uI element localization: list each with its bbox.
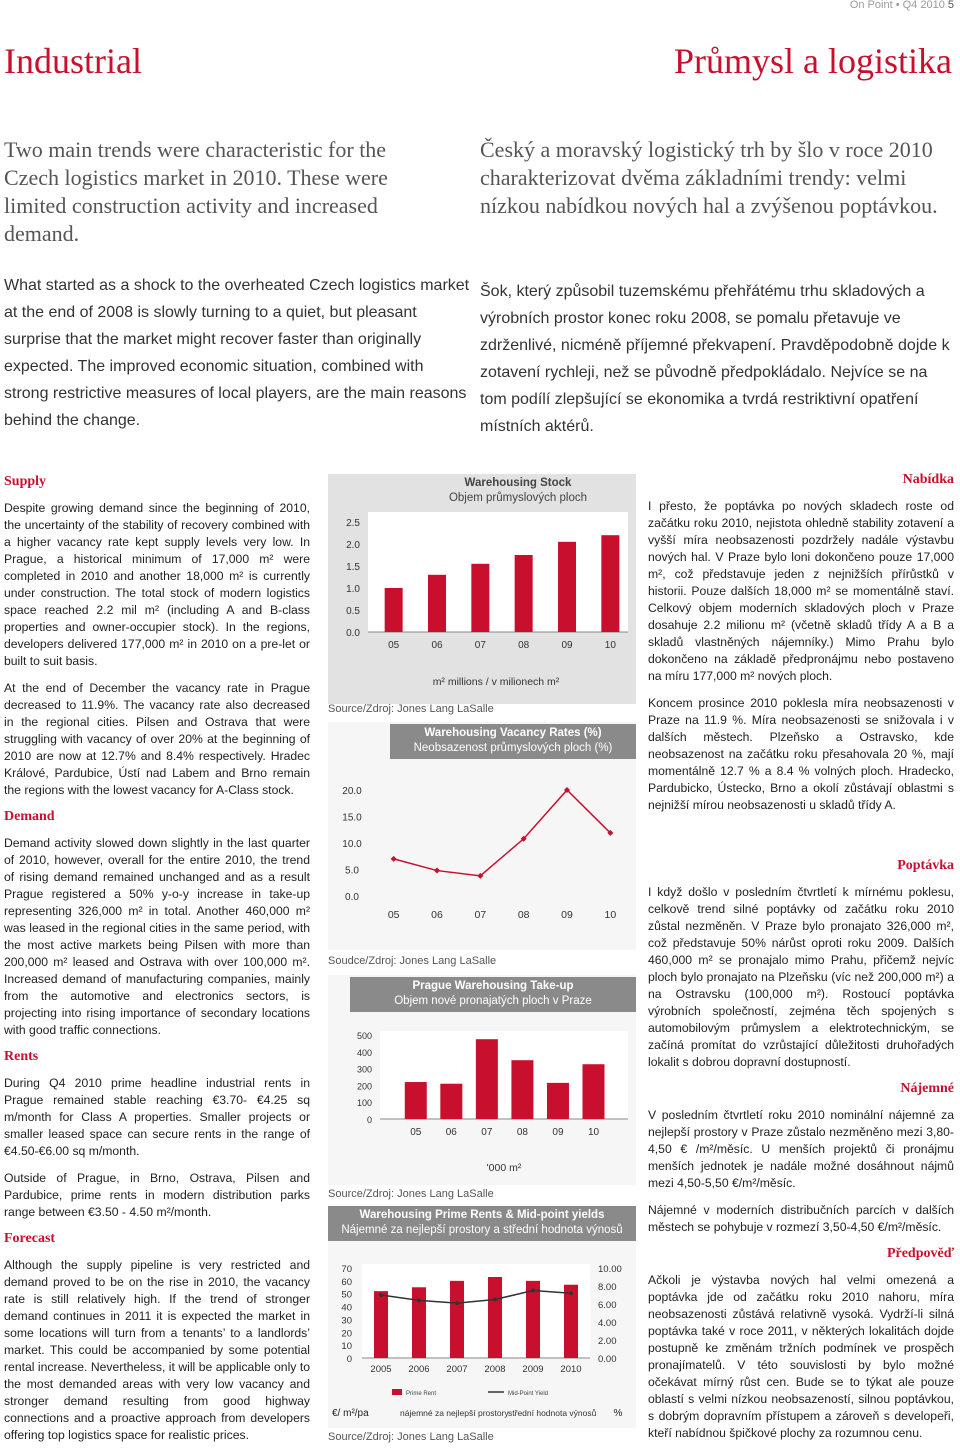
x-tick-label: 09 (561, 640, 573, 651)
rent-bar (374, 1291, 388, 1358)
bar (547, 1083, 569, 1119)
chart-rents-yields (328, 1206, 636, 1444)
intro-en: Two main trends were characteristic for the Czech logistics market in 2010. These were limited construction activity and increased demand. (4, 137, 388, 246)
legend-swatch-rent (392, 1389, 402, 1395)
y-left-tick-label: 40 (341, 1302, 352, 1314)
y-tick-label: 2.0 (346, 540, 360, 551)
y-left-tick-label: 60 (341, 1276, 352, 1288)
x-tick-label: 08 (518, 640, 530, 651)
x-tick-label: 09 (552, 1127, 564, 1138)
y-tick-label: 100 (356, 1098, 372, 1109)
y-left-tick-label: 70 (341, 1264, 352, 1275)
chart-svg (328, 975, 636, 1185)
yield-point (379, 1293, 383, 1297)
x-tick-label: 10 (587, 1127, 600, 1138)
issue-label: Q4 2010 (902, 0, 945, 11)
x-tick-label: 07 (481, 1127, 493, 1138)
rent-bar (412, 1287, 426, 1358)
chart-svg (328, 474, 636, 704)
bar (601, 535, 619, 632)
legend-label-yield: Mid-Point Yield (508, 1391, 549, 1397)
yield-point (569, 1291, 573, 1295)
chart-title: Warehousing Stock (464, 477, 572, 489)
x-tick-label: 2009 (522, 1364, 544, 1375)
chart-vacancy-rates (328, 722, 636, 972)
chart-title: Warehousing Prime Rents & Mid-point yields (359, 1209, 605, 1221)
demand-paragraph: Demand activity slowed down slightly in the last quarter of 2010, however, overall for the entire 2010, the trend of rising demand remained unchanged and as a result Prague registered a 50% y-o-y increase in take-up representing 326,000 m² in total. Another 460,000 m² was leased in the regional cities in the same period, with the most active markets being Pilsen with more than 200,000 m² leased and Ostrava with over 100,000 m². Increased demand of manufacturing companies, mainly from the automotive and electronics sectors, is projecting into rising importance of secondary locations with good traffic connections. (4, 836, 310, 1037)
x-tick-label: 07 (474, 909, 487, 921)
x-tick-label: 05 (410, 1127, 422, 1138)
x-tick-label: 07 (474, 640, 486, 651)
chart-title: Prague Warehousing Take-up (412, 980, 574, 992)
x-tick-label: 09 (561, 909, 573, 921)
legend-cz-rent: nájemné za nejlepší prostory (400, 1408, 509, 1418)
poptavka-heading: Poptávka (897, 858, 954, 873)
najemne-regions-paragraph: Nájemné v moderních distribučních parcích v dalších městech se pohybuje v rozmezí 3,50-4,50 €/m²/měsíc. (648, 1203, 954, 1234)
legend-cz-yield: střední hodnota výnosů (508, 1408, 597, 1418)
chart-subtitle: Neobsazenost průmyslových ploch (%) (413, 742, 613, 754)
nabidka-paragraph: I přesto, že poptávka po nových skladech roste od začátku roku 2010, nejistota ohledně stability zotavení a vyšší míra neobsazenosti pozdržely nadále výstavbu nových hal. V Praze bylo loni dokončeno pouze 17,000 m², což představuje jeden z nejnižších přírůstků v historii. Pouze dalších 18,000 m² se momentálně staví. Celkový objem moderních skladových ploch v Praze dosahuje 2.2 milionu m² (včetně skladů třídy A a B a skladů vlastněných nájemníky.) Mimo Prahu bylo dokončeno na základě předpronájmu nebo postaveno na míru 177,000 m² nových ploch. (648, 499, 954, 683)
yield-point (493, 1298, 497, 1302)
x-tick-label: 2007 (446, 1364, 468, 1375)
plot-area (368, 512, 628, 632)
rents-heading: Rents (4, 1049, 39, 1064)
y-right-tick-label: 10.00 (598, 1264, 622, 1275)
bar (476, 1039, 498, 1119)
forecast-heading: Forecast (4, 1231, 56, 1246)
yield-point (531, 1289, 535, 1293)
bar (385, 588, 403, 632)
y-tick-label: 5.0 (345, 865, 359, 877)
rent-bar (450, 1281, 464, 1358)
supply-paragraph: Despite growing demand since the beginning of 2010, the uncertainty of the stability of recovery combined with a higher vacancy rate kept supply levels very low. In Prague, a historical minimum of 17,000 m² were completed in 2010 and another 18,000 m² is currently under construction. The total stock of modern logistics space reached 2.2 mil m² (including A and B-class properties and owner-occupier stock). In the regions, developers delivered 177,000 m² in 2010 on a pre-let or built to suit basis. (4, 501, 310, 668)
title-en: Industrial (4, 41, 142, 81)
y-tick-label: 0.5 (346, 606, 360, 617)
supply-heading: Supply (4, 474, 47, 489)
y-left-tick-label: 10 (341, 1341, 352, 1353)
x-tick-label: 08 (517, 909, 530, 921)
y-tick-label: 0.0 (346, 628, 360, 639)
y-tick-label: 10.0 (342, 839, 362, 850)
y-right-tick-label: 6.00 (598, 1300, 617, 1311)
y-right-tick-label: 0.00 (598, 1354, 617, 1365)
y-left-tick-label: 30 (341, 1315, 352, 1327)
y-right-tick-label: 2.00 (598, 1336, 617, 1347)
x-tick-label: 05 (387, 909, 400, 921)
chart-subtitle: Nájemné za nejlepší prostory a střední hodnota výnosů (341, 1224, 623, 1236)
x-tick-label: 10 (604, 640, 616, 651)
right-column (648, 472, 954, 1452)
vacancy-paragraph: At the end of December the vacancy rate in Prague decreased to 11.9%. The vacancy rate also decreased in the regional cities. Pilsen and Ostrava that were struggling with vacancy of over 20% at the beginning of 2010 are now at 12.7% and 8.4% respectively. Hradec Králové, Pardubice, Ústí nad Labem and Brno remain the regions with the lowest vacancy for A-Class stock. (4, 681, 310, 797)
chart-title: Warehousing Vacancy Rates (%) (424, 727, 602, 739)
predpoved-heading: Předpověď (886, 1246, 954, 1261)
y-tick-label: 0 (366, 1115, 372, 1125)
y-tick-label: 1.5 (346, 562, 360, 573)
y-tick-label: 15.0 (342, 812, 362, 824)
chart-source: Source/Zdroj: Jones Lang LaSalle (328, 1431, 494, 1443)
x-tick-label: 2008 (484, 1364, 506, 1375)
rent-bar (488, 1277, 502, 1358)
chart-svg (328, 722, 636, 950)
rents-regions-paragraph: Outside of Prague, in Brno, Ostrava, Pilsen and Pardubice, prime rents in modern distribution parks range between €3.50 - 4.50 m²/month. (4, 1171, 310, 1219)
rent-bar (564, 1285, 578, 1358)
bar (405, 1082, 427, 1119)
bar (558, 542, 576, 632)
legend-label-rent: Prime Rent (406, 1391, 437, 1397)
intro-cz: Český a moravský logistický trh by šlo v roce 2010 charakterizovat dvěma základními trendy: velmi nízkou nabídkou nových hal a zvýšenou poptávkou. (480, 137, 938, 218)
y-tick-label: 200 (356, 1081, 372, 1092)
lead-en: What started as a shock to the overheated Czech logistics market at the end of 2008 is slowly turning to a quiet, but pleasant surprise that the market might recover faster than originally expected. The improved economic situation, combined with strong restrictive measures of local players, are the main reasons behind the change. (4, 277, 470, 429)
rents-paragraph: During Q4 2010 prime headline industrial rents in Prague remained stable reaching €3.70- €4.25 sq m/month for Class A properties. Smaller projects or smaller leased space can secure rents in the range of €4.50-€6.00 sq m/month. (4, 1076, 310, 1158)
nabidka-heading: Nabídka (902, 472, 954, 487)
x-tick-label: 10 (604, 909, 617, 921)
y-tick-label: 500 (356, 1031, 372, 1041)
y-left-tick-label: 0 (346, 1354, 352, 1365)
y-right-unit-label: % (613, 1408, 623, 1419)
x-tick-label: 08 (516, 1127, 528, 1138)
chart-subtitle: Objem nové pronajatých ploch v Praze (394, 995, 592, 1007)
y-right-tick-label: 8.00 (598, 1282, 617, 1293)
bar (428, 575, 446, 632)
chart-warehousing-stock (328, 474, 636, 719)
y-tick-label: 1.0 (346, 584, 360, 595)
plot-area (362, 1264, 590, 1358)
x-tick-label: 06 (445, 1127, 457, 1138)
vacancy-line (394, 790, 611, 876)
y-tick-label: 400 (356, 1047, 372, 1058)
page-number: 5 (947, 0, 954, 11)
predpoved-paragraph: Ačkoli je výstavba nových hal velmi omezená a poptávka jde od začátku roku 2010 nahoru, míra neobsazenosti zůstává relativně vysoká. Vydrží-li silná poptávka také v roce 2011, v některých lokalitách dojde postupně ke změnám tržních podmínek ve prospěch pronajímatelů. V této souvislosti by bylo možné očekávat mírný růst cen. Bude se to týkat ale pouze oblastí s velmi nízkou neobsazeností, silnou poptávkou, s dobrým dopravním přístupem a zároveň s developeři, kteří nabídnou špičkové plochy za rozumnou cenu. (648, 1273, 954, 1440)
bar (583, 1064, 605, 1119)
x-tick-label: 2010 (560, 1364, 582, 1375)
bar (515, 555, 533, 632)
data-point (391, 856, 397, 862)
neobsazenost-paragraph: Koncem prosince 2010 poklesla míra neobsazenosti v Praze na 11.9 %. Míra neobsazenosti se snižovala i v dalších městech. Plzeňsko a Ostravsko, kde neobsazenost na začátku roku přesahovala 20 %, mají momentálně 12.7 % a 8.4 % volných ploch. Hradecko, Pardubicko, Ústecko, Brno a okolí zůstávají oblastmi s nejnižší mírou neobsazenosti u skladů třídy A. (648, 696, 954, 812)
y-right-tick-label: 4.00 (598, 1318, 617, 1329)
y-tick-label: 300 (356, 1064, 372, 1075)
chart-source: Source/Zdroj: Jones Lang LaSalle (328, 703, 494, 715)
y-left-tick-label: 50 (341, 1289, 352, 1301)
demand-heading: Demand (4, 809, 55, 824)
yield-point (455, 1301, 459, 1305)
bar (511, 1060, 533, 1119)
najemne-paragraph: V posledním čtvrtletí roku 2010 nominální nájemné za nejlepší prostory v Praze zůstalo nezměněno mezi 3,80-4,50 € /m²/měsíc. U menších projektů či pronájmu menších jednotek je nadále možné dosáhnout nájmů mezi 4,50-5,50 €/m²/měsíc. (648, 1108, 954, 1190)
x-tick-label: 06 (431, 640, 443, 651)
poptavka-paragraph: I když došlo v posledním čtvrtletí k mírnému poklesu, celkově trend silné poptávky od začátku roku 2010 zůstal nezměněn. V Praze bylo pronajato 326,000 m², což představuje 50% nárůst oproti roku 2009. Dalších 460,000 m² se pronajalo mimo Prahu, přičemž nejvíc ploch bylo pronajato na Plzeňsku (víc než 200,000 m²) a na Ostravsku (100,000 m²). Rostoucí poptávka výrobních společností, zejména těch spojených s automobilovým průmyslem a elektrotechnickým, se začíná promítat do vzrůstající důležitosti druhořadých lokalit s dobrou dopravní dostupností. (648, 885, 954, 1069)
x-tick-label: 06 (431, 909, 443, 921)
x-tick-label: 2006 (408, 1364, 430, 1375)
y-tick-label: 20.0 (342, 786, 362, 797)
chart-svg (328, 1206, 636, 1428)
najemne-heading: Nájemné (900, 1081, 954, 1096)
chart-source: Source/Zdroj: Jones Lang LaSalle (328, 1188, 494, 1200)
x-axis-label: m² millions / v milionech m² (432, 676, 560, 688)
y-left-unit-label: €/ m²/pa (332, 1408, 369, 1419)
x-axis-label: '000 m² (486, 1162, 522, 1174)
x-tick-label: 05 (388, 640, 400, 651)
left-column (4, 474, 310, 1454)
y-tick-label: 2.5 (346, 518, 360, 529)
chart-takeup (328, 975, 636, 1203)
brand-name: On Point (849, 0, 893, 11)
bar (440, 1084, 462, 1119)
bar (471, 564, 489, 632)
y-tick-label: 0.0 (345, 892, 359, 903)
title-cz: Průmysl a logistika (674, 41, 952, 81)
data-point (434, 868, 440, 874)
chart-subtitle: Objem průmyslových ploch (448, 492, 588, 504)
page-header: On Point • Q4 2010 5 (849, 0, 954, 11)
yield-point (417, 1298, 421, 1302)
y-left-tick-label: 20 (341, 1328, 352, 1340)
chart-source: Soudce/Zdroj: Jones Lang LaSalle (328, 955, 497, 967)
x-tick-label: 2005 (370, 1364, 392, 1375)
lead-cz: Šok, který způsobil tuzemskému přehřátému trhu skladových a výrobních prostor konec roku 2008, se pomalu přetavuje ve zdrženlivé, nicméně příjemné překvapení. Pravděpodobně dojde k zotavení rychleji, než se původně předpokládalo. Nejvíce se na tom podílí zlepšující se ekonomika a tvrdá restriktivní opatření místních aktérů. (480, 283, 950, 435)
forecast-paragraph: Although the supply pipeline is very restricted and demand proved to be on the rise in 2010, the vacancy rate is still relatively high. If the trend of stronger demand continues in 2011 it is expected the market in some locations will turn from a tenants’ to a landlords’ market. This could be accompanied by some potential rental increase. Nevertheless, it will be applicable only to the most demanded areas with very low vacancy and stronger demand resulting from good highway connections and a proactive approach from developers offering top logistics space for realistic prices. (4, 1258, 310, 1442)
